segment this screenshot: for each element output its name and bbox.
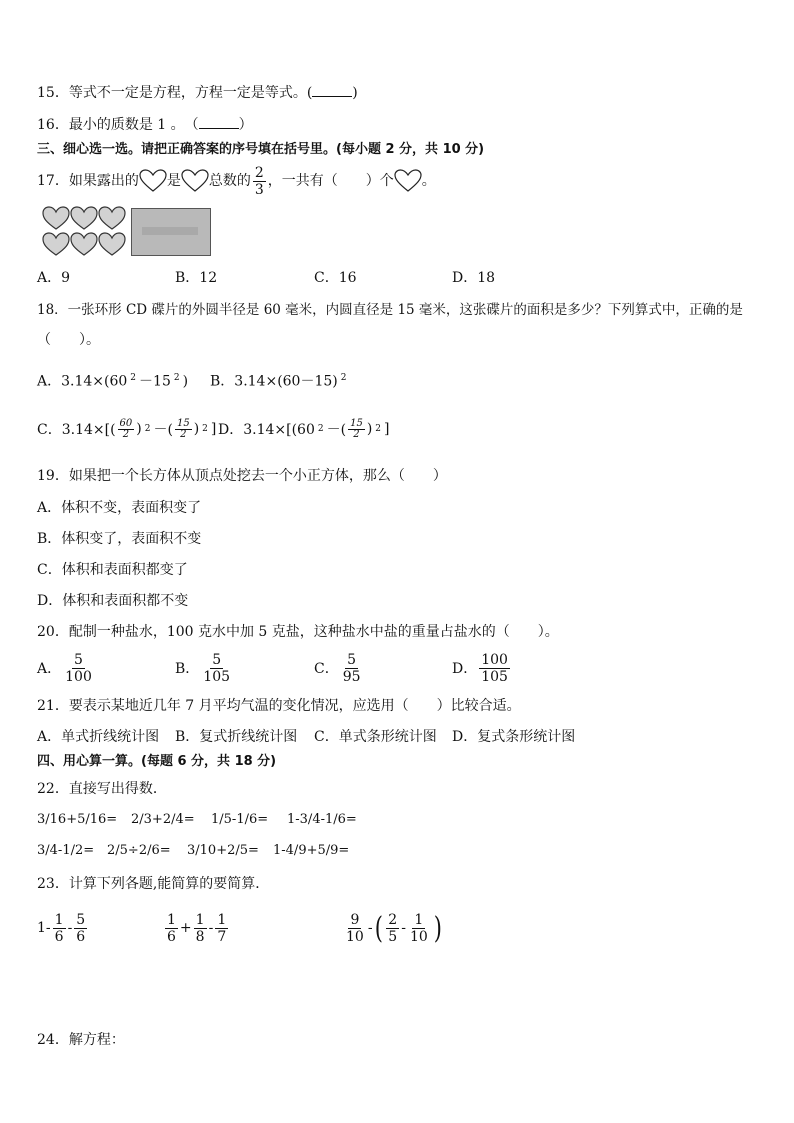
q22-item: 3/16+5/16= [37, 812, 118, 827]
question-15: 15．等式不一定是方程，方程一定是等式。( ) [37, 82, 358, 103]
fraction: $\frac{2}{3}$ [254, 164, 264, 198]
section-3-heading: 三、细心选一选。请把正确答案的序号填在括号里。(每小题 2 分，共 10 分) [37, 142, 485, 157]
q22-item: 2/5÷2/6= [107, 843, 171, 858]
q19-option-c[interactable]: C．体积和表面积都变了 [37, 562, 188, 578]
section-4-heading: 四、用心算一算。(每题 6 分，共 18 分) [37, 754, 277, 769]
visible-hearts-figure [42, 206, 126, 258]
question-24-stem: 24．解方程： [37, 1032, 125, 1048]
q16-text: 16．最小的质数是 1 。 （ [37, 117, 199, 133]
heart-icon [181, 169, 209, 193]
q20-option-d[interactable]: D． $\frac{100}{105}$ [452, 651, 508, 685]
question-19-stem: 19．如果把一个长方体从顶点处挖去一个小正方体，那么（ ） [37, 468, 447, 484]
q17-option-d[interactable]: D．18 [452, 270, 496, 286]
q22-item: 1-3/4-1/6= [287, 812, 357, 827]
heart-icon [43, 233, 69, 255]
covered-box [131, 208, 211, 256]
q20-option-b[interactable]: B． $\frac{5}{105}$ [175, 651, 231, 685]
q17-option-a[interactable]: A．9 [37, 270, 71, 286]
answer-blank[interactable] [312, 82, 352, 97]
q22-item: 1-4/9+5/9= [273, 843, 350, 858]
heart-icon [99, 207, 125, 229]
q17-option-c[interactable]: C．16 [314, 270, 357, 286]
q18-option-a[interactable]: A．3.14×(60 $^2$ －15 $^2$ ) [37, 373, 189, 390]
q18-option-c[interactable]: C．3.14×[( $\frac{60}{2}$ ) 2 －( $\frac{15}{2}$ ) 2 ] [37, 417, 217, 440]
q21-option-d[interactable]: D．复式条形统计图 [452, 729, 576, 745]
q20-option-c[interactable]: C． $\frac{5}{95}$ [314, 651, 361, 685]
question-22-stem: 22．直接写出得数． [37, 781, 167, 797]
question-16: 16．最小的质数是 1 。 （ ） [37, 114, 253, 135]
q15-text: 15．等式不一定是方程，方程一定是等式。( [37, 85, 313, 101]
q21-option-a[interactable]: A．单式折线统计图 [37, 729, 160, 745]
question-18-stem: 18．一张环形 CD 碟片的外圆半径是 60 毫米，内圆直径是 15 毫米，这张碟片的面积是多少？下列算式中，正确的是 [37, 302, 743, 318]
q18-option-b[interactable]: B．3.14×(60－15) $^2$ [210, 373, 347, 390]
question-18-stem-2: （ ）。 [37, 332, 100, 348]
question-21-stem: 21．要表示某地近几年 7 月平均气温的变化情况，应选用（ ）比较合适。 [37, 698, 521, 714]
q21-option-b[interactable]: B．复式折线统计图 [175, 729, 298, 745]
q17-option-b[interactable]: B．12 [175, 270, 218, 286]
heart-icon [43, 207, 69, 229]
heart-icon [71, 207, 97, 229]
q19-option-a[interactable]: A．体积不变，表面积变了 [37, 500, 202, 516]
heart-icon [71, 233, 97, 255]
q19-option-d[interactable]: D．体积和表面积都不变 [37, 593, 189, 609]
q19-option-b[interactable]: B．体积变了，表面积不变 [37, 531, 202, 547]
q20-option-a[interactable]: A． $\frac{5}{100}$ [37, 651, 92, 685]
q18-option-d[interactable]: D．3.14×[(60 2 －( $\frac{15}{2}$ ) 2 ] [218, 417, 390, 440]
answer-blank[interactable] [199, 114, 239, 129]
question-20-stem: 20．配制一种盐水，100 克水中加 5 克盐，这种盐水中盐的重量占盐水的（ ）。 [37, 624, 559, 640]
q21-option-c[interactable]: C．单式条形统计图 [314, 729, 437, 745]
heart-icon [394, 169, 422, 193]
q22-item: 3/4-1/2= [37, 843, 95, 858]
q22-item: 2/3+2/4= [131, 812, 195, 827]
q23-expression-1: 1- $\frac{1}{6}$ - $\frac{5}{6}$ [37, 911, 86, 945]
q23-expression-2: $\frac{1}{6}$ + $\frac{1}{8}$ - $\frac{1}{7}$ [167, 911, 227, 945]
question-17: 17．如果露出的 是 总数的 $\frac{2}{3}$ ，一共有（ ）个 。 [37, 164, 436, 198]
q23-expression-3: $\frac{9}{10}$ - ( $\frac{2}{5}$ - $\frac{1}{10}$ ) [346, 910, 442, 946]
question-23-stem: 23．计算下列各题,能简算的要简算． [37, 876, 270, 892]
q22-item: 3/10+2/5= [187, 843, 259, 858]
q22-item: 1/5-1/6= [211, 812, 269, 827]
heart-icon [99, 233, 125, 255]
heart-icon [139, 169, 167, 193]
